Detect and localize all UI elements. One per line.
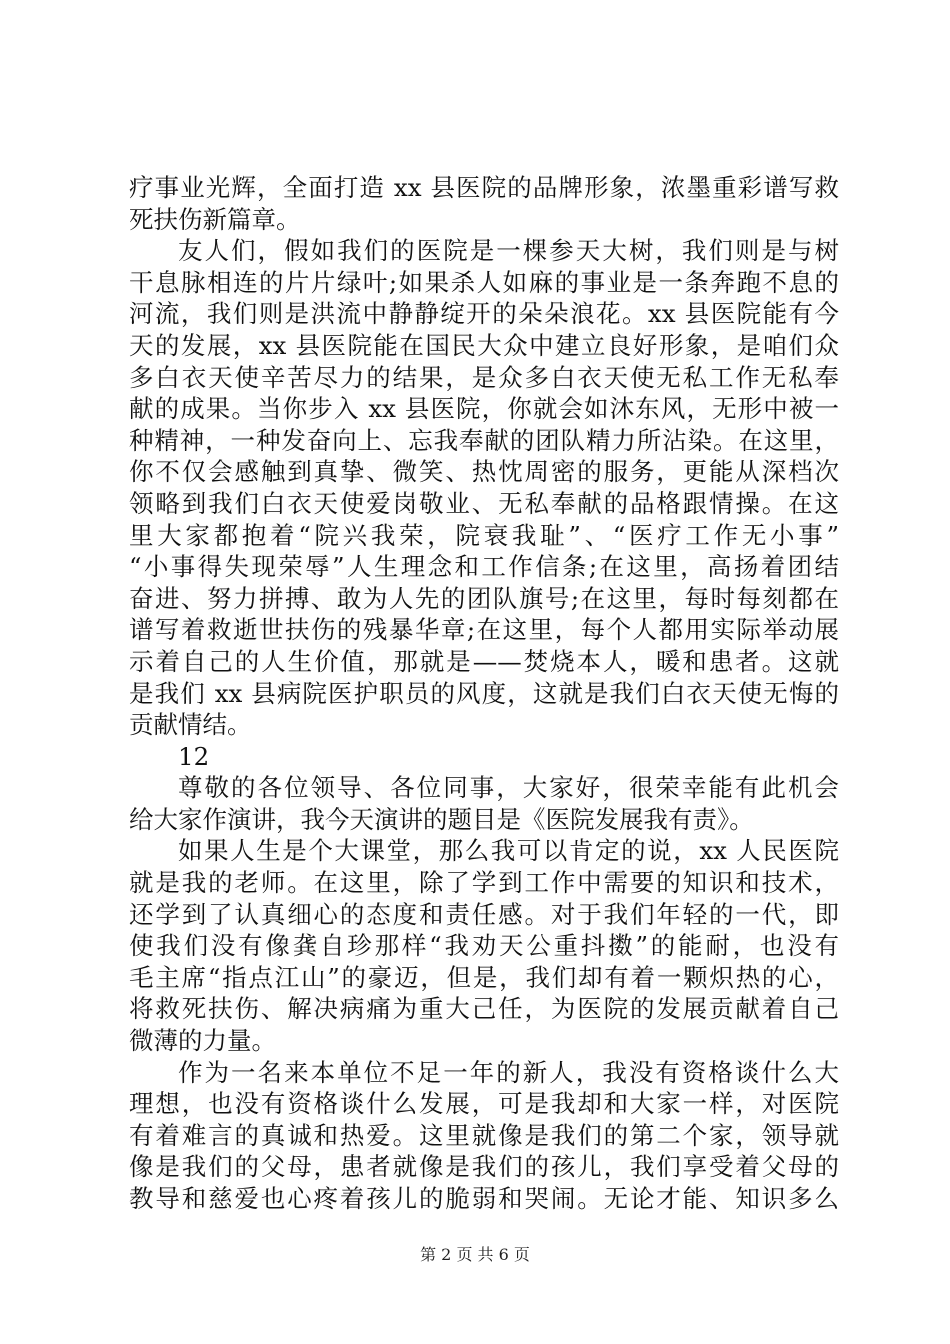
text-line: 你不仅会感触到真挚、微笑、热忱周密的服务，更能从深档次: [129, 457, 839, 487]
text-line: 谱写着救逝世扶伤的残暴华章;在这里，每个人都用实际举动展: [129, 615, 839, 645]
text-line: 天的发展，xx 县医院能在国民大众中建立良好形象，是咱们众: [129, 330, 839, 360]
text-line: 领略到我们白衣天使爱岗敬业、无私奉献的品格跟情操。在这: [129, 488, 839, 518]
text-line: 微薄的力量。: [129, 1026, 276, 1056]
text-line: 像是我们的父母，患者就像是我们的孩儿，我们享受着父母的: [129, 1152, 839, 1182]
text-line: 给大家作演讲，我今天演讲的题目是《医院发展我有责》。: [129, 804, 754, 834]
text-line: 还学到了认真细心的态度和责任感。对于我们年轻的一代，即: [129, 899, 839, 929]
section-number: 12: [178, 741, 210, 771]
text-line: 毛主席“指点江山”的豪迈，但是，我们却有着一颗炽热的心，: [129, 962, 839, 992]
text-line: 作为一名来本单位不足一年的新人，我没有资格谈什么大: [178, 1057, 839, 1087]
text-line: 有着难言的真诚和热爱。这里就像是我们的第二个家，领导就: [129, 1120, 839, 1150]
text-line: 理想，也没有资格谈什么发展，可是我却和大家一样，对医院: [129, 1089, 839, 1119]
text-line: 里大家都抱着“院兴我荣，院衰我耻”、“医疗工作无小事”: [129, 520, 839, 550]
text-line: 干息脉相连的片片绿叶;如果杀人如麻的事业是一条奔跑不息的: [129, 267, 839, 297]
text-line: 将救死扶伤、解决病痛为重大己任，为医院的发展贡献着自己: [129, 994, 839, 1024]
text-line: 使我们没有像龚自珍那样“我劝天公重抖擞”的能耐，也没有: [129, 931, 839, 961]
text-line: 种精神，一种发奋向上、忘我奉献的团队精力所沾染。在这里，: [129, 425, 839, 455]
text-line: 疗事业光辉，全面打造 xx 县医院的品牌形象，浓墨重彩谱写救: [129, 173, 839, 202]
text-line: 河流，我们则是洪流中静静绽开的朵朵浪花。xx 县医院能有今: [129, 299, 839, 329]
page-footer: [0, 1245, 950, 1265]
text-line: 是我们 xx 县病院医护职员的风度，这就是我们白衣天使无悔的: [129, 678, 839, 708]
text-line: 友人们，假如我们的医院是一棵参天大树，我们则是与树: [178, 236, 839, 266]
text-line: 献的成果。当你步入 xx 县医院，你就会如沐东风，无形中被一: [129, 394, 839, 424]
text-line: 尊敬的各位领导、各位同事，大家好，很荣幸能有此机会: [178, 773, 839, 803]
text-line: “小事得失现荣辱”人生理念和工作信条;在这里，高扬着团结: [129, 552, 839, 582]
text-line: 奋进、努力拼搏、敢为人先的团队旗号;在这里，每时每刻都在: [129, 583, 839, 613]
page-number-label: 第 2 页 共 6 页: [420, 1245, 530, 1264]
document-body: [129, 172, 839, 1215]
text-line: 示着自己的人生价值，那就是——焚烧本人，暖和患者。这就: [129, 646, 839, 676]
text-line: 如果人生是个大课堂，那么我可以肯定的说，xx 人民医院: [178, 836, 839, 866]
text-line: 死扶伤新篇章。: [129, 204, 301, 234]
text-line: 就是我的老师。在这里，除了学到工作中需要的知识和技术，: [129, 868, 839, 898]
text-line: 多白衣天使辛苦尽力的结果，是众多白衣天使无私工作无私奉: [129, 362, 839, 392]
text-line: 贡献情结。: [129, 710, 252, 740]
text-line: 教导和慈爱也心疼着孩儿的脆弱和哭闹。无论才能、知识多么: [129, 1184, 839, 1213]
